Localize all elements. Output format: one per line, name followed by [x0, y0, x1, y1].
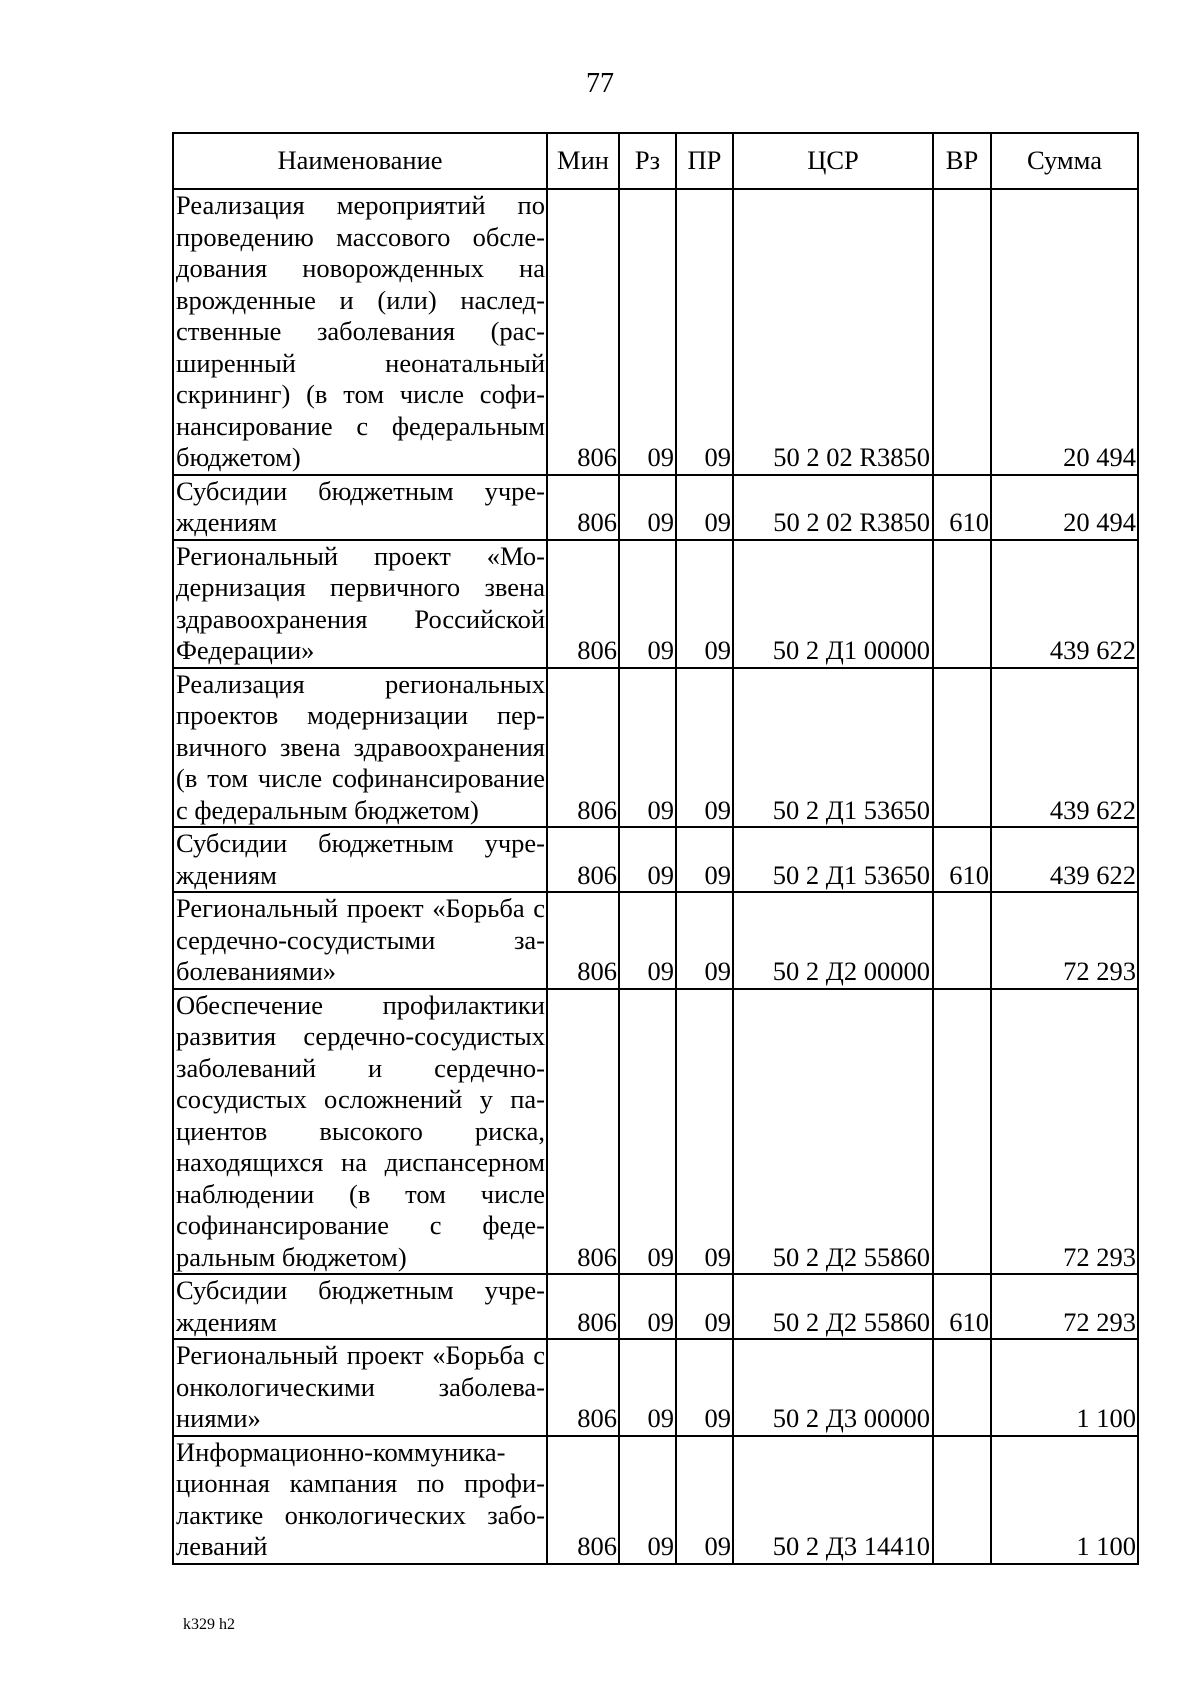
row-vr	[933, 1436, 991, 1564]
table-row	[173, 892, 1138, 989]
row-sum: 1 100	[991, 1339, 1138, 1436]
header-csr: ЦСР	[733, 133, 933, 189]
header-min: Мин	[547, 133, 619, 189]
row-csr: 50 2 02 R3850	[733, 189, 933, 475]
row-rz: 09	[619, 1339, 676, 1436]
row-vr: 610	[933, 1274, 991, 1339]
row-sum: 20 494	[991, 475, 1138, 540]
row-name: Реализация региональных проектов модернизации первичного звена здравоохранения (в том числе софинансирование с федеральным бюджетом)	[173, 668, 547, 828]
row-rz: 09	[619, 989, 676, 1275]
row-min: 806	[547, 1339, 619, 1436]
row-min: 806	[547, 892, 619, 989]
header-name: Наименование	[173, 133, 547, 189]
row-vr	[933, 892, 991, 989]
table-row	[173, 1339, 1138, 1436]
row-sum: 72 293	[991, 1274, 1138, 1339]
row-name: Субсидии бюджетным учреждениям	[173, 475, 547, 540]
row-pr: 09	[676, 1339, 733, 1436]
row-min: 806	[547, 1436, 619, 1564]
row-rz: 09	[619, 189, 676, 475]
row-min: 806	[547, 189, 619, 475]
row-min: 806	[547, 668, 619, 828]
table-row	[173, 540, 1138, 668]
row-pr: 09	[676, 189, 733, 475]
row-csr: 50 2 Д2 00000	[733, 892, 933, 989]
row-name: Региональный проект «Модернизация первичного звена здравоохранения Российской Федерации»	[173, 540, 547, 668]
header-rz: Рз	[619, 133, 676, 189]
table-row	[173, 668, 1138, 828]
table-row	[173, 189, 1138, 475]
table-row	[173, 1274, 1138, 1339]
row-pr: 09	[676, 475, 733, 540]
row-min: 806	[547, 827, 619, 892]
row-vr	[933, 540, 991, 668]
row-csr: 50 2 Д3 14410	[733, 1436, 933, 1564]
row-name: Обеспечение профилактики развития сердечно-сосудистых заболеваний и сердечно-сосудистых осложнений у пациентов высокого риска, находящихся на диспансерном наблюдении (в том числе софинансирование с федеральным бюджетом)	[173, 989, 547, 1275]
row-csr: 50 2 Д1 00000	[733, 540, 933, 668]
table-header-row	[173, 133, 1138, 189]
row-rz: 09	[619, 1436, 676, 1564]
row-csr: 50 2 Д2 55860	[733, 989, 933, 1275]
row-name: Региональный проект «Борьба с онкологическими заболеваниями»	[173, 1339, 547, 1436]
document-code: k329 h2	[183, 1616, 235, 1633]
row-rz: 09	[619, 1274, 676, 1339]
page-number: 77	[586, 68, 614, 99]
row-pr: 09	[676, 540, 733, 668]
row-name: Информационно-коммуникационная кампания по профилактике онкологических заболеваний	[173, 1436, 547, 1564]
row-pr: 09	[676, 827, 733, 892]
table-row	[173, 989, 1138, 1275]
row-csr: 50 2 Д3 00000	[733, 1339, 933, 1436]
row-csr: 50 2 Д1 53650	[733, 827, 933, 892]
row-rz: 09	[619, 540, 676, 668]
row-min: 806	[547, 989, 619, 1275]
row-vr	[933, 668, 991, 828]
row-sum: 439 622	[991, 827, 1138, 892]
table-row	[173, 827, 1138, 892]
row-sum: 1 100	[991, 1436, 1138, 1564]
row-rz: 09	[619, 475, 676, 540]
budget-table	[172, 132, 1139, 1565]
row-name: Региональный проект «Борьба с сердечно-сосудистыми заболеваниями»	[173, 892, 547, 989]
row-sum: 72 293	[991, 989, 1138, 1275]
row-pr: 09	[676, 1436, 733, 1564]
row-rz: 09	[619, 892, 676, 989]
row-min: 806	[547, 540, 619, 668]
row-sum: 439 622	[991, 540, 1138, 668]
row-vr	[933, 189, 991, 475]
row-sum: 439 622	[991, 668, 1138, 828]
row-vr: 610	[933, 827, 991, 892]
row-name: Субсидии бюджетным учреждениям	[173, 1274, 547, 1339]
header-pr: ПР	[676, 133, 733, 189]
row-pr: 09	[676, 989, 733, 1275]
row-name: Реализация мероприятий по проведению массового обследования новорожденных на врожденные и (или) наследственные заболевания (расширенный неонатальный скрининг) (в том числе софинансирование с федеральным бюджетом)	[173, 189, 547, 475]
row-rz: 09	[619, 668, 676, 828]
row-csr: 50 2 Д1 53650	[733, 668, 933, 828]
row-sum: 20 494	[991, 189, 1138, 475]
row-vr	[933, 1339, 991, 1436]
header-sum: Сумма	[991, 133, 1138, 189]
row-pr: 09	[676, 668, 733, 828]
table-row	[173, 1436, 1138, 1564]
row-min: 806	[547, 1274, 619, 1339]
row-csr: 50 2 02 R3850	[733, 475, 933, 540]
row-sum: 72 293	[991, 892, 1138, 989]
row-pr: 09	[676, 892, 733, 989]
row-pr: 09	[676, 1274, 733, 1339]
row-vr: 610	[933, 475, 991, 540]
row-min: 806	[547, 475, 619, 540]
row-rz: 09	[619, 827, 676, 892]
row-vr	[933, 989, 991, 1275]
table-row	[173, 475, 1138, 540]
header-vr: ВР	[933, 133, 991, 189]
row-name: Субсидии бюджетным учреждениям	[173, 827, 547, 892]
row-csr: 50 2 Д2 55860	[733, 1274, 933, 1339]
